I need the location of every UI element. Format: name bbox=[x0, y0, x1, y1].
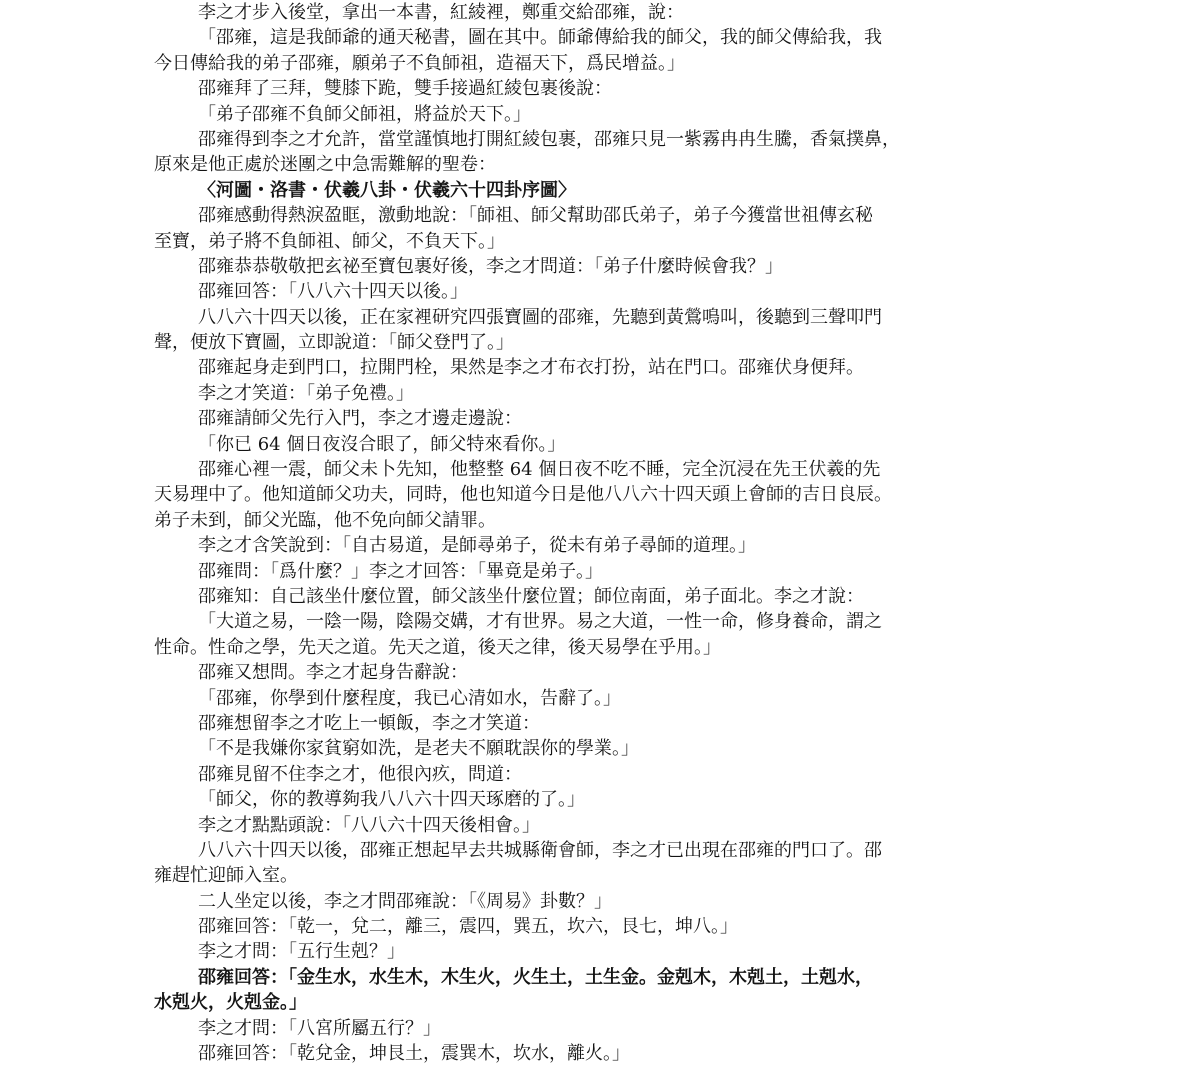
text-line: 邵雍拜了三拜，雙膝下跪，雙手接過紅綾包裹後說： bbox=[198, 78, 612, 100]
text-line: 邵雍知：自己該坐什麼位置，師父該坐什麼位置；師位南面，弟子面北。李之才說： bbox=[198, 585, 864, 607]
text-line: 至寶，弟子將不負師祖、師父，不負天下。」 bbox=[154, 230, 505, 252]
text-line: 邵雍感動得熱淚盈眶，激動地說：「師祖、師父幫助邵氏弟子，弟子今獲當世祖傳玄秘 bbox=[198, 205, 873, 227]
text-line: 今日傳給我的弟子邵雍，願弟子不負師祖，造福天下，爲民增益。」 bbox=[154, 52, 685, 74]
text-line: 邵雍得到李之才允許，當堂謹慎地打開紅綾包裹，邵雍只見一紫霧冉冉生騰，香氣撲鼻， bbox=[198, 128, 900, 150]
text-line: 原來是他正處於迷團之中急需難解的聖卷： bbox=[154, 154, 496, 176]
text-line: 「不是我嫌你家貧窮如洗，是老夫不願耽誤你的學業。」 bbox=[198, 738, 639, 760]
text-line: 邵雍問：「爲什麼？」李之才回答：「畢竟是弟子。」 bbox=[198, 560, 603, 582]
text-line: 八八六十四天以後，邵雍正想起早去共城縣衛會師，李之才已出現在邵雍的門口了。邵 bbox=[198, 839, 882, 861]
text-line: 聲，便放下寶圖，立即說道：「師父登門了。」 bbox=[154, 332, 514, 354]
text-line: 李之才含笑說到：「自古易道，是師尋弟子，從未有弟子尋師的道理。」 bbox=[198, 535, 756, 557]
text-line: 邵雍恭恭敬敬把玄祕至寶包裹好後，李之才問道：「弟子什麼時候會我？」 bbox=[198, 255, 783, 277]
text-line: 李之才步入後堂，拿出一本書，紅綾裡，鄭重交給邵雍，說： bbox=[198, 2, 684, 23]
text-line: 邵雍見留不住李之才，他很內疚，問道： bbox=[198, 763, 522, 785]
text-line: 李之才笑道：「弟子免禮。」 bbox=[198, 382, 414, 404]
text-line: 弟子未到，師父光臨，他不免向師父請罪。 bbox=[154, 509, 496, 531]
text-line: 「邵雍，這是我師爺的通天秘書，圖在其中。師爺傳給我的師父，我的師父傳給我，我 bbox=[198, 27, 882, 49]
text-line: 邵雍起身走到門口，拉開門栓，果然是李之才布衣打扮，站在門口。邵雍伏身便拜。 bbox=[198, 357, 864, 379]
text-line: 「你已 64 個日夜沒合眼了，師父特來看你。」 bbox=[198, 433, 566, 455]
text-line: 邵雍請師父先行入門，李之才邊走邊說： bbox=[198, 408, 522, 430]
text-line: 李之才問：「八宮所屬五行？」 bbox=[198, 1017, 441, 1039]
text-line: 邵雍心裡一震，師父未卜先知，他整整 64 個日夜不吃不睡，完全沉浸在先王伏羲的先 bbox=[198, 459, 881, 481]
text-line: 「師父，你的教導夠我八八六十四天琢磨的了。」 bbox=[198, 789, 585, 811]
text-line: 二人坐定以後，李之才問邵雍說：「《周易》卦數？」 bbox=[198, 890, 612, 912]
text-line: 李之才點點頭說：「八八六十四天後相會。」 bbox=[198, 814, 540, 836]
text-line: 八八六十四天以後，正在家裡研究四張寶圖的邵雍，先聽到黃鶯鳴叫，後聽到三聲叩門 bbox=[198, 306, 882, 328]
text-line: 「大道之易，一陰一陽，陰陽交媾，才有世界。易之大道，一性一命，修身養命，謂之 bbox=[198, 611, 882, 633]
text-line: 雍趕忙迎師入室。 bbox=[154, 865, 298, 887]
document-page bbox=[154, 0, 1026, 1066]
text-line: 邵雍想留李之才吃上一頓飯，李之才笑道： bbox=[198, 712, 540, 734]
text-line: 水剋火，火剋金。」 bbox=[154, 992, 307, 1014]
text-line: 邵雍回答：「乾一，兌二，離三，震四，巽五，坎六，艮七，坤八。」 bbox=[198, 916, 738, 938]
text-line: 性命。性命之學，先天之道。先天之道，後天之律，後天易學在乎用。」 bbox=[154, 636, 721, 658]
text-line: 天易理中了。他知道師父功夫，同時，他也知道今日是他八八六十四天頭上會師的吉日良辰。 bbox=[154, 484, 892, 506]
text-line: 邵雍回答：「金生水，水生木，木生火，火生土，土生金。金剋木，木剋土，土剋水， bbox=[198, 966, 873, 988]
text-line: 「邵雍，你學到什麼程度，我已心清如水，告辭了。」 bbox=[198, 687, 621, 709]
text-line: 邵雍又想問。李之才起身告辭說： bbox=[198, 662, 468, 684]
text-line: 〈河圖・洛書・伏羲八卦・伏羲六十四卦序圖〉 bbox=[198, 179, 576, 201]
text-line: 李之才問：「五行生剋？」 bbox=[198, 941, 405, 963]
text-line: 邵雍回答：「乾兌金，坤艮土，震巽木，坎水，離火。」 bbox=[198, 1043, 630, 1065]
text-line: 邵雍回答：「八八六十四天以後。」 bbox=[198, 281, 468, 303]
text-line: 「弟子邵雍不負師父師祖，將益於天下。」 bbox=[198, 103, 531, 125]
